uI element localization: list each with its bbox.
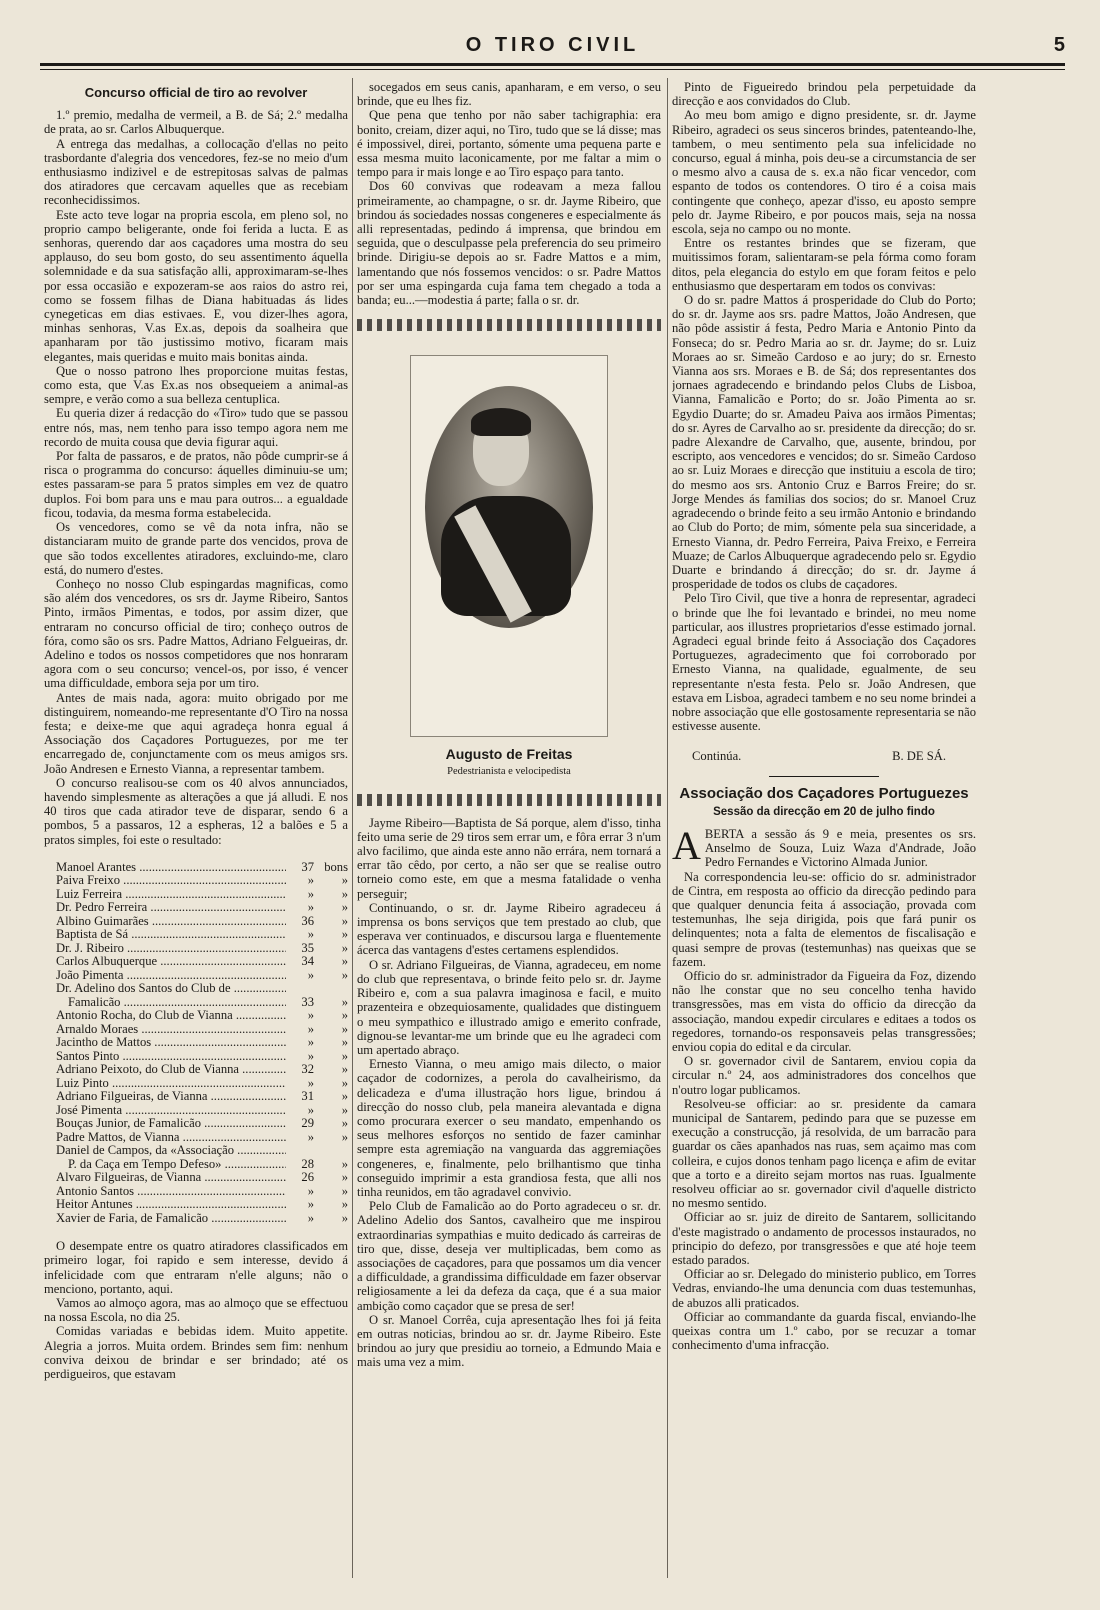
- result-score: »: [307, 1129, 314, 1144]
- result-row: [56, 1077, 348, 1091]
- column-1-text-b: [44, 1239, 348, 1381]
- result-unit: »: [341, 1129, 348, 1144]
- paragraph: Este acto teve logar na propria escola, em pleno sol, no proprio campo beligerante, onde foi ferida a lucta. E as senhoras, querendo dar aos caçadores uma mostra do seu applauso, do seu bom gosto, do seu assentimento áquella solemnidade e da sua satisfação alli, approximaram-se-lhes por essa occasião e expozeram-se aos raios do astro rei, como se fossem filhas de Diana habituadas ás lides cynegeticas em dias estivaes. E, vou dizer-lhes agora, minhas senhoras, V.as Ex.as, depois da soalheira que apanharam por tão justissimo motivo, ficaram mais elegantes, mais queridas e muito mais bonitas ainda.: [44, 207, 348, 364]
- ornament-divider: [357, 794, 661, 806]
- result-unit: »: [341, 913, 348, 928]
- result-unit: »: [341, 900, 348, 915]
- drop-cap: A: [672, 822, 701, 868]
- column-1-text-a: [44, 108, 348, 847]
- result-name: Dr. Pedro Ferreira .....: [56, 901, 286, 915]
- author-signature: B. DE SÁ.: [892, 749, 946, 764]
- result-row: [56, 982, 348, 996]
- result-unit: [314, 982, 348, 996]
- result-name: Heitor Antunes .....: [56, 1198, 286, 1212]
- result-unit: »: [341, 1021, 348, 1036]
- result-unit: »: [341, 1116, 348, 1131]
- result-unit: »: [341, 1156, 348, 1171]
- result-score: [286, 1144, 314, 1158]
- ornament-divider: [357, 319, 661, 331]
- paragraph: Jayme Ribeiro—Baptista de Sá porque, alem d'isso, tinha feito uma serie de 29 tiros sem errar um, e fôra errar 3 n'um alvo facilimo, que ainda este anno não errára, nem tornará a errar tão cêdo, por certo, a não ser que se realise outro torneio como este, em que a mesma fatalidade o venha perseguir;: [357, 815, 661, 901]
- result-row: [56, 1117, 348, 1131]
- result-unit: »: [341, 1075, 348, 1090]
- result-score: »: [307, 900, 314, 915]
- paragraph: Officio do sr. administrador da Figueira da Foz, dizendo não lhe constar que no seu concelho tenha havido transgressões, mas em vista do officio da direcção da associação, mandou expedir circulares e editaes a todos os regedores, tornando-os responsaveis pelas transgressões; enviou copia do edital e da circular.: [672, 968, 976, 1054]
- result-unit: »: [341, 1183, 348, 1198]
- result-name: João Pimenta .....: [56, 969, 286, 983]
- photo-caption-subtitle: Pedestrianista e velocipedista: [447, 766, 571, 778]
- result-unit: »: [341, 927, 348, 942]
- column-2: [357, 80, 661, 1580]
- result-unit: »: [341, 1197, 348, 1212]
- result-score: 34: [301, 954, 314, 969]
- header-rule: [40, 63, 1065, 66]
- result-unit: »: [341, 994, 348, 1009]
- result-row: [56, 901, 348, 915]
- result-name: Paiva Freixo .....: [56, 874, 286, 888]
- result-row: [56, 1144, 348, 1158]
- paragraph: O sr. Manoel Corrêa, cuja apresentação lhes foi já feita em outras noticias, brindou ao sr. dr. Jayme Ribeiro. Este brindou ao jury que presidiu ao torneio, a Edmundo Maia e mais uma vez a mim.: [357, 1312, 661, 1370]
- result-name: Albino Guimarães .....: [56, 915, 286, 929]
- result-score: 36: [301, 913, 314, 928]
- result-name: Antonio Santos .....: [56, 1185, 286, 1199]
- result-score: 26: [301, 1170, 314, 1185]
- paragraph: O concurso realisou-se com os 40 alvos annunciados, havendo simplesmente as alterações a que já alludi. E nos 40 tiros que cada atirador teve de disparar, sendo 6 a pombos, 5 a passaros, 12 a espheras, 12 a balões e 5 a pratos simples, foi este o resultado:: [44, 775, 348, 847]
- result-row: [56, 942, 348, 956]
- paragraph: Pelo Tiro Civil, que tive a honra de representar, agradeci o brinde que lhe foi levantado e brindei, no meu nome particular, aos illustres proprietarios d'esse estimado jornal. Agradeci egual brinde feito á Associação dos Caçadores Portuguezes, agradecimento que foi corroborado por Ernesto Vianna, na qualidade, egualmente, de seu representante n'esta festa. Pelo sr. João Andresen, que estava em Lisboa, agradeci tambem e no seu nome brindei a nobre associação que elle gostosamente representaria se não estivesse ausente.: [672, 591, 976, 734]
- result-row: [56, 1171, 348, 1185]
- paragraph: Antes de mais nada, agora: muito obrigado por me distinguirem, nomeando-me representante d'O Tiro na nossa festa; e deixe-me que aqui agradeça honra egual á Associação dos Caçadores Portuguezes, por me ter encarregado de, conjunctamente com os meus amigos srs. João Andresen e Ernesto Vianna, a representar tambem.: [44, 690, 348, 776]
- result-score: 28: [301, 1156, 314, 1171]
- result-name: P. da Caça em Tempo Defeso» .....: [56, 1158, 286, 1172]
- result-row: [56, 928, 348, 942]
- result-unit: »: [341, 1062, 348, 1077]
- paragraph: Officiar ao sr. juiz de direito de Santarem, sollicitando d'este magistrado o andamento de processos instaurados, no principio do defezo, por transgressões e que até hoje teem estado parados.: [672, 1210, 976, 1268]
- column-3: [672, 80, 976, 1580]
- result-row: [56, 996, 348, 1010]
- paragraph: O sr. governador civil de Santarem, enviou copia da circular n.º 24, aos administradores dos concelhos que n'outro logar publicamos.: [672, 1054, 976, 1097]
- paragraph: Officiar ao sr. Delegado do ministerio publico, em Torres Vedras, enviando-lhe uma denuncia com duas testemunhas, de abuzos alli praticados.: [672, 1267, 976, 1310]
- result-name: Baptista de Sá .....: [56, 928, 286, 942]
- result-score: »: [307, 1210, 314, 1225]
- result-name: Antonio Rocha, do Club de Vianna .....: [56, 1009, 286, 1023]
- section-heading-2: Associação dos Caçadores Portuguezes: [679, 784, 969, 802]
- column-1: [44, 80, 348, 1580]
- paragraph: Continuando, o sr. dr. Jayme Ribeiro agradeceu á imprensa os bons serviços que tem prestado ao club, que esperava ver continuados, e discursou larga e fluentemente ácerca das vantagens d'estes certamens esplendidos.: [357, 900, 661, 958]
- result-unit: »: [341, 1008, 348, 1023]
- column-divider: [667, 78, 668, 1578]
- result-unit: »: [341, 967, 348, 982]
- result-score: 29: [301, 1116, 314, 1131]
- column-2-text-b: [357, 816, 661, 1370]
- result-unit: »: [341, 954, 348, 969]
- portrait-hair: [471, 408, 531, 436]
- first-paragraph: [672, 822, 976, 870]
- header-rule-thin: [40, 69, 1065, 70]
- result-unit: »: [341, 1035, 348, 1050]
- result-name: Adriano Filgueiras, de Vianna .....: [56, 1090, 286, 1104]
- result-name: Dr. Adelino dos Santos do Club de .....: [56, 982, 286, 996]
- result-name: Jacintho de Mattos .....: [56, 1036, 286, 1050]
- result-name: Luiz Ferreira .....: [56, 888, 286, 902]
- paragraph: Entre os restantes brindes que se fizeram, que muitissimos foram, salientaram-se pela fórma como foram ditos, pela elegancia do estylo em que foram feitos e pelo enthusiasmo que despertaram em todos os convivas:: [672, 236, 976, 293]
- result-name: Padre Mattos, de Vianna .....: [56, 1131, 286, 1145]
- result-score: 37: [301, 859, 314, 874]
- result-name: Santos Pinto .....: [56, 1050, 286, 1064]
- paragraph: Dos 60 convivas que rodeavam a meza fallou primeiramente, ao champagne, o sr. dr. Jayme Ribeiro, que brindou ás sociedades nossas congeneres e especialmente ás alli representadas, pedindo á imprensa, que brindou em seguida, que o desculpasse pela preferencia do seu primeiro brinde. Dirigiu-se depois ao sr. Fadre Mattos e a mim, lamentando que nós fossemos vencidos: o sr. Padre Mattos por ser uma espingarda cuja fama tem chegado a toda a banda; eu...—modestia á parte; falla o sr. dr.: [357, 179, 661, 308]
- result-score: [286, 982, 314, 996]
- paragraph: Eu queria dizer á redacção do «Tiro» tudo que se passou entre nós, mas, nem tenho para isso tempo agora nem me recordo de muita cousa que devia figurar aqui.: [44, 406, 348, 449]
- result-score: »: [307, 1035, 314, 1050]
- result-score: 33: [301, 994, 314, 1009]
- portrait-photo: [410, 355, 608, 737]
- result-name: José Pimenta .....: [56, 1104, 286, 1118]
- result-unit: »: [341, 1089, 348, 1104]
- result-row: [56, 1009, 348, 1023]
- paragraph: A entrega das medalhas, a collocação d'ellas no peito trasbordante d'alegria dos vencedores, fez-se no meio d'um enthusiasmo indizivel e de estrepitosas salvas de palmas dos atiradores que cercavam aquelles que as recebiam reconhecidissimos.: [44, 136, 348, 208]
- paragraph: Ao meu bom amigo e digno presidente, sr. dr. Jayme Ribeiro, agradeci os seus sinceros brindes, patenteando-lhe, tambem, o meu sentimento pela sua infelicidade no concurso, egual á minha, pois deu-se a circumstancia de ser o mesmo alvo a causa de s. ex.a não ficar vencedor, com espanto de todos os contendores. O tiro é a coisa mais contingente que conheço, apezar d'isso, eu aposto sempre pelo dr. Jayme Ribeiro, e por poucos mais, seja na nossa escola, seja no campo ou no monte.: [672, 108, 976, 237]
- paragraph: Conheço no nosso Club espingardas magnificas, como são além dos vencedores, os srs dr. Jayme Ribeiro, Santos Pinto, irmãos Pimentas, e todos, por assim dizer, que entraram no concurso official de tiro; conheço outros de fóra, como são os srs. Padre Mattos, Adriano Felgueiras, dr. Adelino e todos os nossos competidores que nos honraram agora com o seu concurso; vencel-os, por isso, é vencer uma difficuldade, embora seja por um tiro.: [44, 576, 348, 691]
- result-score: »: [307, 967, 314, 982]
- result-row: [56, 1090, 348, 1104]
- newspaper-title: O TIRO CIVIL: [465, 34, 640, 56]
- result-score: »: [307, 1075, 314, 1090]
- result-name: Adriano Peixoto, do Club de Vianna .....: [56, 1063, 286, 1077]
- result-score: 32: [301, 1062, 314, 1077]
- result-unit: »: [341, 886, 348, 901]
- paragraph: O desempate entre os quatro atiradores classificados em primeiro logar, foi rapido e sem interesse, devido á infelicidade com que entraram n'elle alguns; não o menciono, portanto, aqui.: [44, 1239, 348, 1296]
- paragraph: O do sr. padre Mattos á prosperidade do Club do Porto; do sr. dr. Jayme aos srs. padre Mattos, João Andresen, que não pôde assistir á festa, Pedro Maria e Antonio Pinto da Fonseca; do sr. Pedro Maria ao sr. dr. Jayme; do sr. Luiz Moraes ao sr. Simeão Cardoso e ao jury; do sr. Ernesto Vianna aos srs. Moraes e B. de Sá; dos representantes dos jornaes agradecendo e brindando pelos Clubs de Lisboa, Vianna, Famalicão e Porto; do sr. João Pimenta ao sr. Egydio Duarte; do sr. Amadeu Paiva aos irmãos Pimentas; do sr. Ayres de Carvalho ao sr. presidente da direcção; do sr. padre Alexandre de Carvalho, que, ausente, brindou, por escripto, aos vencedores e vencidos; do sr. Simeão Cardoso ao sr. Luiz Moraes e direcção que instituiu a escola de tiro; do mesmo aos srs. Antonio Cruz e Barros Freire; do sr. Jorge Mendes ás familias dos socios; do sr. Manoel Cruz agradecendo o brinde feito a seu irmão Antonio e brindando ao Club do Porto; de mim, sómente pela sua sinceridade, a Ernesto Vianna, dr. Pedro Ferreira, Paiva Freixo, e Ferreira Muaze; de Carlos Albuquerque agradecendo pelo sr. Egydio Duarte e brindando á direcção; do sr. dr. Jayme á prosperidade de todos os clubs de caçadores.: [672, 293, 976, 592]
- result-row: [56, 1023, 348, 1037]
- result-score: 31: [301, 1089, 314, 1104]
- paragraph: Pinto de Figueiredo brindou pela perpetuidade da direcção e aos convidados do Club.: [672, 80, 976, 109]
- paragraph: Na correspondencia leu-se: officio do sr. administrador de Cintra, em resposta ao officio da direcção pedindo para que qualquer denuncia feita á associação, provada com testemunhas, lhe seja dirigida, pois que fará punir os delinquentes; nota a falta de elementos de fiscalisação e quasi sempre de provas (testemunhas) nas queixas que se fazem.: [672, 869, 976, 969]
- result-score: »: [307, 873, 314, 888]
- column-3-text-a: [672, 80, 976, 733]
- paragraph: Ernesto Vianna, o meu amigo mais dilecto, o maior caçador de codornizes, a perola do cavalheirismo, da delicadeza e d'uma illustração hors ligue, brindou á direcção do nosso club, pela maneira alevantada e digna como procurara exercer o seu mandato, empenhando os seus melhores esforços no sentido de fazer caminhar sempre esta agremiação na vanguarda das aggremiações congeneres, e, finalmente, pelo brilhantismo que tinha conseguido imprimir a esta grandiosa festa, que alli nos tinha reunidos, em tão agradavel convivio.: [357, 1057, 661, 1199]
- page-number: 5: [1053, 34, 1065, 56]
- result-unit: bons: [324, 859, 348, 874]
- result-unit: »: [341, 873, 348, 888]
- paragraph: Pelo Club de Famalicão ao do Porto agradeceu o sr. dr. Adelino Adelio dos Santos, cavalheiro que me inspirou extraordinarias sympathias e muito dedicado ás carreiras de tiro que, disse, deseja ver multiplicadas, bem como as associações de caçadores, para que possamos um dia vencer a difficuldade, a grandissima difficuldade em fazer observar religiosamente a lei da defeza da caça, que é a sua maior ambição como caçador que se presa de ser!: [357, 1199, 661, 1313]
- result-name: Daniel de Campos, da «Associação .....: [56, 1144, 286, 1158]
- result-unit: »: [341, 1102, 348, 1117]
- result-name: Dr. J. Ribeiro .....: [56, 942, 286, 956]
- result-unit: »: [341, 940, 348, 955]
- result-row: [56, 1050, 348, 1064]
- result-name: Manoel Arantes .....: [56, 861, 286, 875]
- column-divider: [352, 78, 353, 1578]
- result-score: »: [307, 1008, 314, 1023]
- first-paragraph-text: BERTA a sessão ás 9 e meia, presentes os srs. Anselmo de Souza, Luiz Waza d'Andrade, João Pedro Fernandes e Victorino Almada Junior.: [704, 826, 976, 870]
- section-subheading: Sessão da direcção em 20 de julho findo: [713, 805, 935, 818]
- result-unit: [314, 1144, 348, 1158]
- column-2-text-a: [357, 80, 661, 307]
- result-name: Arnaldo Moraes .....: [56, 1023, 286, 1037]
- result-row: [56, 969, 348, 983]
- result-row: [56, 861, 348, 875]
- result-row: [56, 1158, 348, 1172]
- photo-caption-title: Augusto de Freitas: [445, 746, 573, 763]
- result-unit: »: [341, 1170, 348, 1185]
- section-heading: Concurso official de tiro ao revolver: [84, 85, 308, 100]
- result-score: »: [307, 1183, 314, 1198]
- result-row: [56, 1104, 348, 1118]
- paragraph: Que o nosso patrono lhes proporcione muitas festas, como esta, que V.as Ex.as nos obsequeiem a animal-as sempre, e verão como a sua belleza centuplica.: [44, 363, 348, 407]
- paragraph: 1.º premio, medalha de vermeil, a B. de Sá; 2.º medalha de prata, ao sr. Carlos Albuquerque.: [44, 108, 348, 137]
- paragraph: Vamos ao almoço agora, mas ao almoço que se effectuou na nossa Escola, no dia 25.: [44, 1296, 348, 1325]
- paragraph: Comidas variadas e bebidas idem. Muito appetite. Alegria a jorros. Muita ordem. Brindes sem fim: nenhum conviva deixou de brindar e ser brindado; até os perdigueiros, que estavam: [44, 1324, 348, 1382]
- result-name: Xavier de Faria, de Famalicão .....: [56, 1212, 286, 1226]
- column-3-text-b: [672, 870, 976, 1353]
- result-score: »: [307, 1197, 314, 1212]
- paragraph: Os vencedores, como se vê da nota infra, não se distanciaram muito de grande parte dos vencidos, prova de que são todos excellentes atiradores, excluindo-me, claro está, do numero d'estes.: [44, 520, 348, 577]
- result-score: »: [307, 1021, 314, 1036]
- result-unit: »: [341, 1048, 348, 1063]
- result-score: »: [307, 1048, 314, 1063]
- result-name: Luiz Pinto .....: [56, 1077, 286, 1091]
- paragraph: Que pena que tenho por não saber tachigraphia: era bonito, creiam, dizer aqui, no Tiro, tudo que se lá disse; mas é impossivel, direi, portanto, sómente uma pequena parte e essa mesma muito laconicamente, por me faltar a mim o tempo para ir mais longe e ao Tiro espaço para tanto.: [357, 108, 661, 180]
- result-name: Carlos Albuquerque .....: [56, 955, 286, 969]
- result-name: Bouças Junior, de Famalicão .....: [56, 1117, 286, 1131]
- result-row: [56, 1063, 348, 1077]
- result-score: »: [307, 927, 314, 942]
- result-unit: »: [341, 1210, 348, 1225]
- result-row: [56, 888, 348, 902]
- result-row: [56, 874, 348, 888]
- results-list: [56, 861, 348, 1226]
- result-row: [56, 1185, 348, 1199]
- page-header: [40, 34, 1065, 64]
- paragraph: O sr. Adriano Filgueiras, de Vianna, agradeceu, em nome do club que representava, o brinde feito pelo sr. dr. Jayme Ribeiro e, com a sua palavra imaginosa e facil, e muito prazenteira e obzequiosamente, qualidades que distinguem o meu sympathico e illustrado amigo e emerito confrade, dignou-se levantar-me um brinde que eu lhe agradeci com um apertado abraço.: [357, 957, 661, 1057]
- paragraph: Officiar ao commandante da guarda fiscal, enviando-lhe queixas contra um 1.º cabo, por se recuzar a tomar conhecimento d'uma infracção.: [672, 1309, 976, 1353]
- result-name: Alvaro Filgueiras, de Vianna .....: [56, 1171, 286, 1185]
- result-row: [56, 915, 348, 929]
- section-rule: [769, 776, 879, 777]
- result-row: [56, 955, 348, 969]
- result-row: [56, 1036, 348, 1050]
- result-score: 35: [301, 940, 314, 955]
- result-row: [56, 1212, 348, 1226]
- continues-label: Continúa.: [692, 749, 742, 764]
- result-row: [56, 1198, 348, 1212]
- result-score: »: [307, 886, 314, 901]
- result-row: [56, 1131, 348, 1145]
- article-signoff: [692, 749, 946, 763]
- paragraph: socegados em seus canis, apanharam, e em verso, o seu brinde, que eu lhes fiz.: [357, 80, 661, 109]
- result-name: Famalicão .....: [56, 996, 286, 1010]
- result-score: »: [307, 1102, 314, 1117]
- paragraph: Resolveu-se officiar: ao sr. presidente da camara municipal de Santarem, pedindo para que se puzesse em execução a construcção, já resolvida, de um barracão para guardar os cães apanhados nas ruas, sem açaimo mas com colleira, e cujos donos tenham pago licença e afim de evitar que a torto e a direito sejam mortos nas ruas. Igualmente resolveu officiar ao sr. governador civil d'aquelle districto no mesmo sentido.: [672, 1096, 976, 1211]
- paragraph: Por falta de passaros, e de pratos, não pôde cumprir-se á risca o programma do concurso: áquelles diminuiu-se um; estes passaram-se para 5 pratos simples em vez de quatro duplos. Foi bom para uns e mau para outros... a egualdade ficou, todavia, da mesma forma estabelecida.: [44, 449, 348, 520]
